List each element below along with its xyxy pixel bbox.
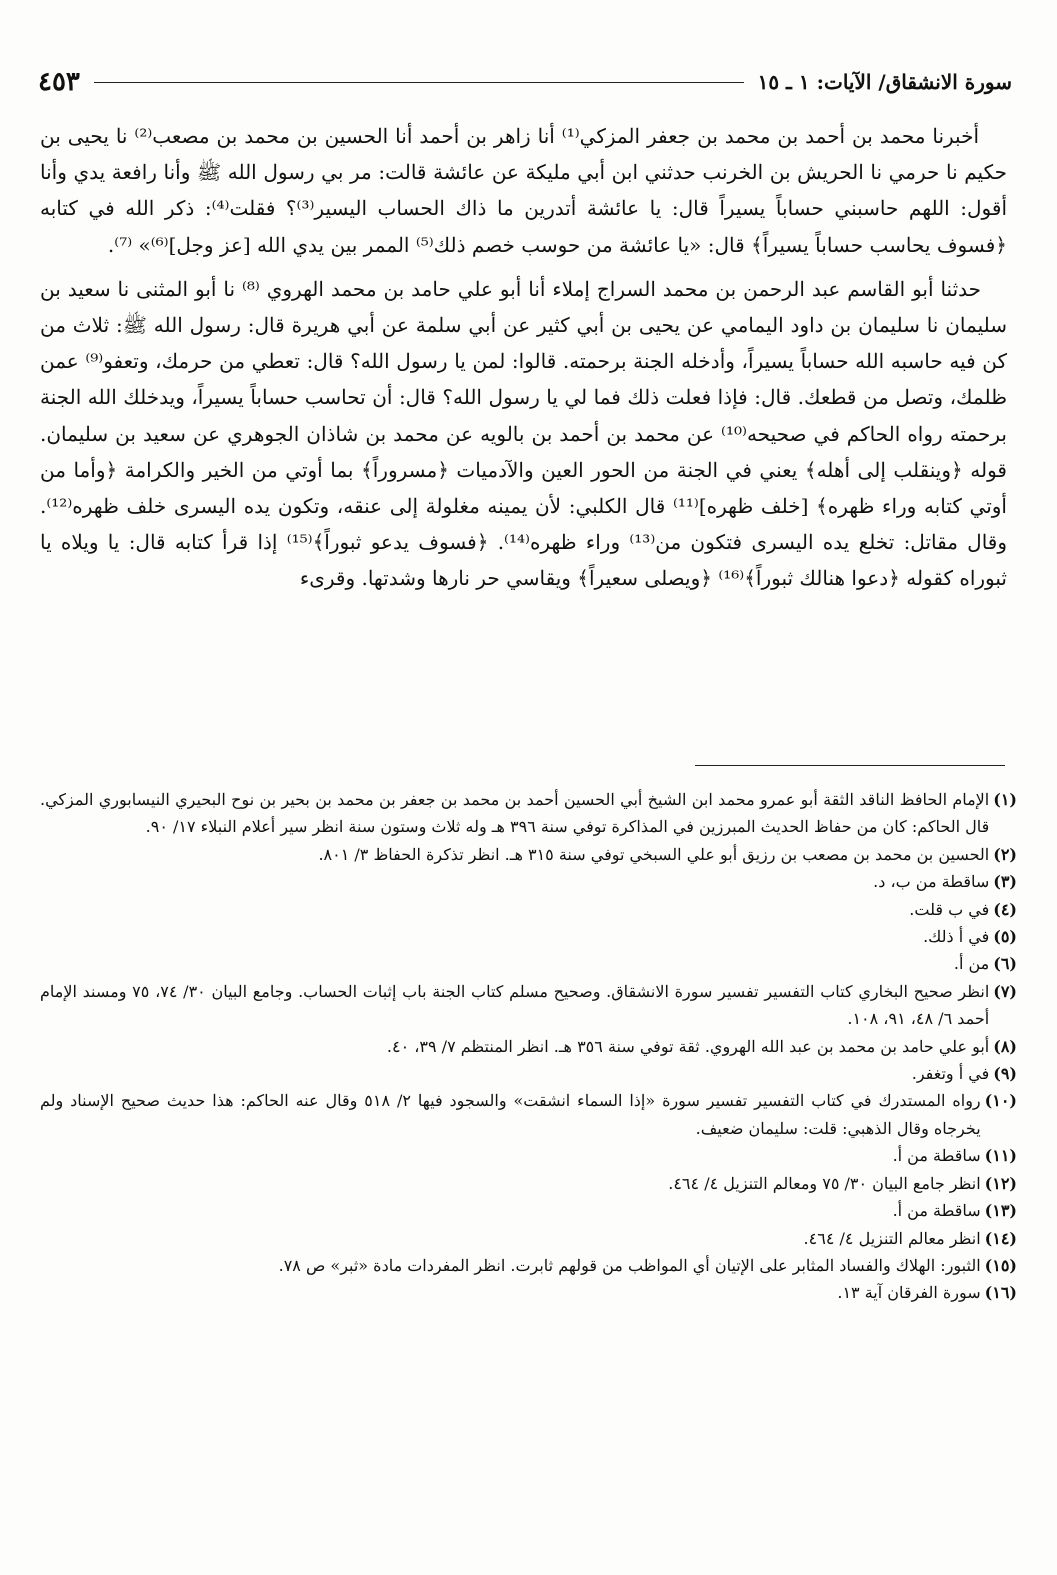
page-header — [38, 60, 1012, 104]
footnote-text: ساقطة من أ. — [892, 1146, 981, 1166]
footnote-text: انظر معالم التنزيل ٤/ ٤٦٤. — [803, 1228, 981, 1248]
footnote-number: (٧) — [993, 981, 1017, 1001]
main-text — [40, 118, 1007, 605]
footnote-text: ساقطة من ب، د. — [873, 872, 990, 892]
footnote — [40, 1060, 1017, 1087]
footnote — [40, 978, 1017, 1033]
footnote — [40, 1197, 1017, 1224]
footnote-number: (٩) — [993, 1064, 1017, 1084]
header-rule — [94, 82, 744, 83]
footnote — [40, 1225, 1017, 1252]
footnote-number: (١) — [993, 790, 1017, 809]
footnote — [40, 841, 1017, 868]
footnote-text: ساقطة من أ. — [892, 1201, 981, 1221]
footnotes — [40, 786, 1017, 1307]
footnote-text: في ب قلت. — [909, 899, 990, 919]
footnote-number: (١٣) — [984, 1201, 1017, 1221]
footnote-number: (٢) — [993, 844, 1017, 864]
footnote-number: (١٢) — [984, 1173, 1017, 1193]
footnote-text: رواه المستدرك في كتاب التفسير تفسير سورة «إذا السماء انشقت» والسجود فيها ٢/ ٥١٨ وقال عنه الحاكم: هذا حديث صحيح الإسناد ولم يخرجاه وقال الذهبي: قلت: سليمان ضعيف. — [40, 1091, 981, 1138]
footnote-divider — [695, 765, 1005, 766]
footnote-number: (٣) — [993, 872, 1017, 892]
footnote-text: انظر صحيح البخاري كتاب التفسير تفسير سورة الانشقاق. وصحيح مسلم كتاب الجنة باب إثبات الحساب. وجامع البيان ٣٠/ ٧٤، ٧٥ ومسند الإمام أحمد ٦/ ٤٨، ٩١، ١٠٨. — [40, 981, 990, 1029]
footnote-number: (١٠) — [984, 1091, 1017, 1111]
footnote — [40, 896, 1017, 923]
footnote — [40, 950, 1017, 977]
page-number: ٤٥٣ — [38, 67, 80, 97]
footnote — [40, 1033, 1017, 1060]
footnote — [40, 1087, 1017, 1142]
footnote-text: في أ ذلك. — [923, 927, 990, 947]
footnote-number: (١٦) — [984, 1283, 1017, 1303]
footnote-number: (١١) — [984, 1146, 1017, 1166]
footnote-number: (١٤) — [984, 1228, 1017, 1248]
footnote — [40, 1252, 1017, 1279]
footnote-number: (٨) — [993, 1036, 1017, 1056]
paragraph: حدثنا أبو القاسم عبد الرحمن بن محمد السراج إملاء أنا أبو علي حامد بن محمد الهروي ⁽⁸⁾ نا أبو المثنى نا سعيد بن سليمان نا سليمان بن داود اليمامي عن يحيى بن أبي كثير عن أبي سلمة عن أبي هريرة قال: رسول الله ﷺ: ثلاث من كن فيه حاسبه الله حساباً يسيراً، وأدخله الجنة برحمته. قالوا: لمن يا رسول الله؟ قال: تعطي من حرمك، وتعفو⁽⁹⁾ عمن ظلمك، وتصل من قطعك. قال: فإذا فعلت ذلك فما لي يا رسول الله؟ قال: أن تحاسب حساباً يسيراً، ويدخلك الله الجنة برحمته رواه الحاكم في صحيحه⁽¹⁰⁾ عن محمد بن أحمد بن بالويه عن محمد بن شاذان الجوهري عن سعيد بن سليمان. قوله ﴿وينقلب إلى أهله﴾ يعني في الجنة من الحور العين والآدميات ﴿مسروراً﴾ بما أوتي من الخير والكرامة ﴿وأما من أوتي كتابه وراء ظهره﴾ [خلف ظهره]⁽¹¹⁾ قال الكلبي: لأن يمينه مغلولة إلى عنقه، وتكون يده اليسرى خلف ظهره⁽¹²⁾. وقال مقاتل: تخلع يده اليسرى فتكون من⁽¹³⁾ وراء ظهره⁽¹⁴⁾. ﴿فسوف يدعو ثبوراً﴾⁽¹⁵⁾ إذا قرأ كتابه قال: يا ويلاه يا ثبوراه كقوله ﴿دعوا هنالك ثبوراً﴾⁽¹⁶⁾ ﴿ويصلى سعيراً﴾ ويقاسي حر نارها وشدتها. وقرىء — [40, 276, 1008, 591]
footnote-text: انظر جامع البيان ٣٠/ ٧٥ ومعالم التنزيل ٤/ ٤٦٤. — [668, 1173, 981, 1193]
footnote-text: أبو علي حامد بن محمد بن عبد الله الهروي. ثقة توفي سنة ٣٥٦ هـ. انظر المنتظم ٧/ ٣٩، ٤٠. — [386, 1036, 990, 1056]
footnote — [40, 786, 1017, 841]
footnote — [40, 923, 1017, 950]
footnote — [40, 1142, 1017, 1169]
footnote-text: الحسين بن محمد بن مصعب بن رزيق أبو علي السبخي توفي سنة ٣١٥ هـ. انظر تذكرة الحفاظ ٣/ ٨٠١. — [318, 844, 990, 864]
footnote-text: سورة الفرقان آية ١٣. — [837, 1283, 981, 1303]
footnote-number: (٦) — [993, 954, 1017, 974]
footnote-text: من أ. — [953, 954, 990, 974]
footnote-text: الثبور: الهلاك والفساد المثابر على الإتيان أي المواظب من قولهم ثابرت. انظر المفردات مادة «ثبر» ص ٧٨. — [278, 1255, 981, 1275]
footnote-text: في أ وتغفر. — [911, 1064, 990, 1084]
paragraph: أخبرنا محمد بن أحمد بن محمد بن جعفر المزكي⁽¹⁾ أنا زاهر بن أحمد أنا الحسين بن محمد بن مصعب⁽²⁾ نا يحيى بن حكيم نا حرمي نا الحريش بن الخرنب حدثني ابن أبي مليكة عن عائشة قالت: مر بي رسول الله ﷺ وأنا رافعة يدي وأنا أقول: اللهم حاسبني حساباً يسيراً قال: يا عائشة أتدرين ما ذاك الحساب اليسير⁽³⁾؟ فقلت⁽⁴⁾: ذكر الله في كتابه ﴿فسوف يحاسب حساباً يسيراً﴾ قال: «يا عائشة من حوسب خصم ذلك⁽⁵⁾ الممر بين يدي الله [عز وجل]⁽⁶⁾» ⁽⁷⁾. — [40, 124, 1007, 257]
footnote-number: (٤) — [993, 899, 1017, 919]
footnote — [40, 1170, 1017, 1197]
footnote-number: (٥) — [993, 927, 1017, 947]
running-title: سورة الانشقاق/ الآيات: ١ ـ ١٥ — [757, 70, 1012, 94]
footnote — [40, 1279, 1017, 1306]
footnote-number: (١٥) — [984, 1255, 1017, 1275]
footnote-text: الإمام الحافظ الناقد الثقة أبو عمرو محمد ابن الشيخ أبي الحسين أحمد بن محمد بن جعفر بن محمد بن بحير بن نوح البحيري النيسابوري المزكي. قال الحاكم: كان من حفاظ الحديث المبرزين في المذاكرة توفي سنة ٣٩٦ هـ وله ثلاث وستون سنة انظر سير أعلام النبلاء ١٧/ ٩٠. — [40, 790, 990, 837]
footnote — [40, 868, 1017, 895]
